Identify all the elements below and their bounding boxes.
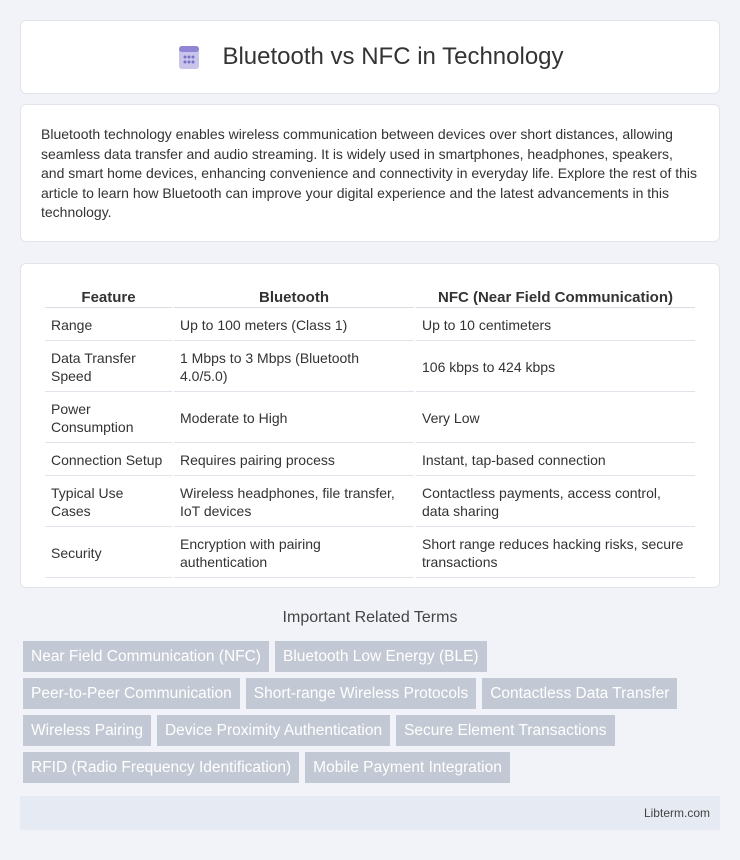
comparison-table: [43, 284, 697, 580]
table-cell: Up to 10 centimeters: [416, 310, 695, 341]
table-row: [45, 310, 695, 341]
table-cell: Typical Use Cases: [45, 478, 172, 527]
related-term-tag[interactable]: Secure Element Transactions: [396, 715, 614, 746]
related-term-tag[interactable]: Short-range Wireless Protocols: [246, 678, 477, 709]
table-cell: Security: [45, 529, 172, 578]
table-cell: Encryption with pairing authentication: [174, 529, 414, 578]
related-term-tag[interactable]: Device Proximity Authentication: [157, 715, 390, 746]
table-cell: Very Low: [416, 394, 695, 443]
column-header-bluetooth: Bluetooth: [174, 286, 414, 308]
page-title: Bluetooth vs NFC in Technology: [222, 43, 564, 70]
table-cell: Instant, tap-based connection: [416, 445, 695, 476]
related-terms-title: Important Related Terms: [282, 609, 458, 626]
table-header-row: [45, 286, 695, 308]
footer: [20, 796, 720, 830]
table-cell: Moderate to High: [174, 394, 414, 443]
document-icon: [176, 44, 202, 70]
related-term-tag[interactable]: Mobile Payment Integration: [305, 752, 510, 783]
table-cell: Power Consumption: [45, 394, 172, 443]
table-row: [45, 445, 695, 476]
table-cell: 1 Mbps to 3 Mbps (Bluetooth 4.0/5.0): [174, 343, 414, 392]
header-card: [20, 20, 720, 94]
related-term-tag[interactable]: Bluetooth Low Energy (BLE): [275, 641, 487, 672]
related-terms-list: [23, 641, 713, 789]
table-cell: Connection Setup: [45, 445, 172, 476]
table-cell: Data Transfer Speed: [45, 343, 172, 392]
table-cell: Short range reduces hacking risks, secure transactions: [416, 529, 695, 578]
table-cell: Up to 100 meters (Class 1): [174, 310, 414, 341]
related-term-tag[interactable]: Near Field Communication (NFC): [23, 641, 269, 672]
footer-site-link[interactable]: Libterm.com: [643, 806, 710, 820]
intro-text: Bluetooth technology enables wireless communication between devices over short distances, allowing seamless data transfer and audio streaming. It is widely used in smartphones, headphones, speakers, and smart home devices, enhancing convenience and connectivity in everyday life. Explore the rest of this article to learn how Bluetooth can improve your digital experience and the latest advancements in this technology.: [41, 126, 698, 220]
related-term-tag[interactable]: RFID (Radio Frequency Identification): [23, 752, 299, 783]
column-header-nfc: NFC (Near Field Communication): [416, 286, 695, 308]
intro-card: [20, 104, 720, 242]
table-row: [45, 394, 695, 443]
related-term-tag[interactable]: Peer-to-Peer Communication: [23, 678, 240, 709]
table-cell: Requires pairing process: [174, 445, 414, 476]
table-cell: Contactless payments, access control, data sharing: [416, 478, 695, 527]
column-header-feature: Feature: [45, 286, 172, 308]
table-row: [45, 478, 695, 527]
table-cell: 106 kbps to 424 kbps: [416, 343, 695, 392]
related-term-tag[interactable]: Contactless Data Transfer: [482, 678, 677, 709]
table-row: [45, 343, 695, 392]
table-cell: Wireless headphones, file transfer, IoT devices: [174, 478, 414, 527]
table-cell: Range: [45, 310, 172, 341]
table-row: [45, 529, 695, 578]
related-term-tag[interactable]: Wireless Pairing: [23, 715, 151, 746]
comparison-card: [20, 263, 720, 588]
